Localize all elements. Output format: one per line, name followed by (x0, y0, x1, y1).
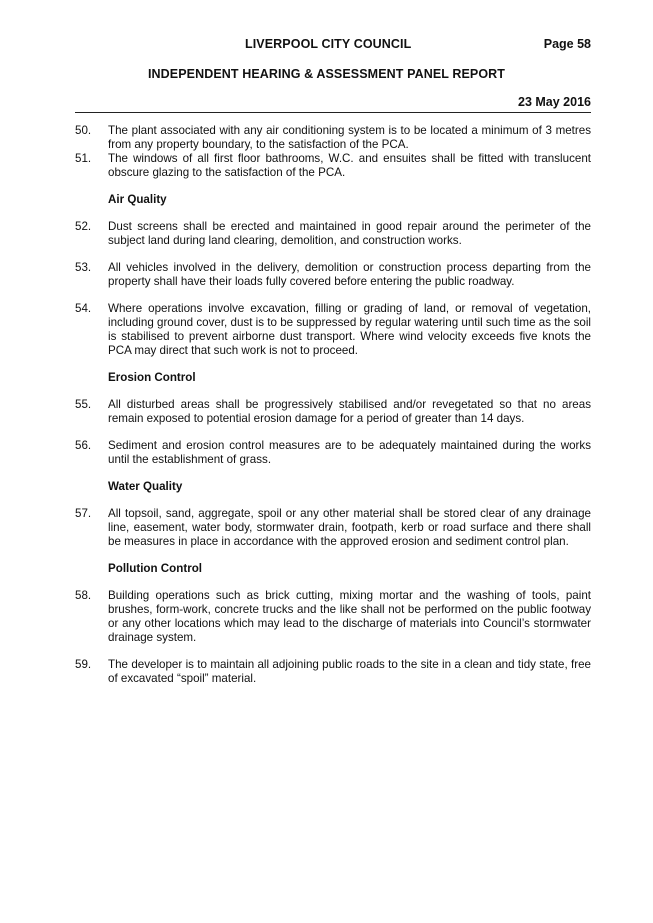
section-heading-pollution-control: Pollution Control (108, 562, 203, 575)
condition-number: 54. (75, 302, 92, 315)
section-heading-water-quality: Water Quality (108, 480, 183, 493)
report-title: INDEPENDENT HEARING & ASSESSMENT PANEL REPORT (147, 67, 506, 81)
condition-number: 53. (75, 261, 92, 274)
condition-number: 51. (75, 152, 92, 165)
condition-item (75, 589, 591, 645)
condition-item (75, 124, 591, 152)
condition-number: 59. (75, 658, 92, 671)
condition-item (75, 302, 591, 358)
condition-number: 50. (75, 124, 92, 137)
condition-item (75, 398, 591, 426)
section-heading-air-quality: Air Quality (108, 193, 167, 206)
condition-number: 52. (75, 220, 92, 233)
condition-text: The developer is to maintain all adjoining public roads to the site in a clean and tidy state, free of excavated “spoil” material. (108, 658, 591, 685)
condition-text: Where operations involve excavation, filling or grading of land, or removal of vegetation, including ground cover, dust is to be suppressed by regular watering until such time as the soil is stabilised to prevent airborne dust transport. Where wind velocity exceeds five knots the PCA may direct that such work is not to proceed. (108, 302, 591, 357)
header-divider (75, 112, 591, 113)
condition-item (75, 220, 591, 248)
condition-text: Dust screens shall be erected and maintained in good repair around the perimeter of the subject land during land clearing, demolition, and construction works. (108, 220, 591, 247)
condition-number: 56. (75, 439, 92, 452)
condition-number: 58. (75, 589, 92, 602)
condition-text: All topsoil, sand, aggregate, spoil or any other material shall be stored clear of any drainage line, easement, water body, stormwater drain, footpath, kerb or road surface and there shall be measures in place in accordance with the approved erosion and sediment control plan. (108, 507, 591, 548)
condition-text: Building operations such as brick cutting, mixing mortar and the washing of tools, paint brushes, form-work, concrete trucks and the like shall not be performed on the public footway or any other locations which may lead to the discharge of materials into Council’s stormwater drainage system. (108, 589, 591, 644)
condition-text: All vehicles involved in the delivery, demolition or construction process departing from the property shall have their loads fully covered before entering the public roadway. (108, 261, 591, 288)
conditions-body (75, 124, 591, 699)
condition-number: 57. (75, 507, 92, 520)
condition-text: The windows of all first floor bathrooms, W.C. and ensuites shall be fitted with translucent obscure glazing to the satisfaction of the PCA. (108, 152, 591, 179)
condition-item (75, 152, 591, 180)
condition-item (75, 507, 591, 549)
condition-item (75, 658, 591, 686)
header-organisation: LIVERPOOL CITY COUNCIL (245, 37, 412, 51)
condition-text: The plant associated with any air conditioning system is to be located a minimum of 3 metres from any property boundary, to the satisfaction of the PCA. (108, 124, 591, 151)
page-number: Page 58 (543, 37, 591, 51)
condition-text: Sediment and erosion control measures are to be adequately maintained during the works until the establishment of grass. (108, 439, 591, 466)
condition-item (75, 439, 591, 467)
condition-number: 55. (75, 398, 92, 411)
condition-item (75, 261, 591, 289)
section-heading-erosion-control: Erosion Control (108, 371, 196, 384)
report-date: 23 May 2016 (518, 95, 591, 109)
condition-text: All disturbed areas shall be progressively stabilised and/or revegetated so that no areas remain exposed to potential erosion damage for a period of greater than 14 days. (108, 398, 591, 425)
